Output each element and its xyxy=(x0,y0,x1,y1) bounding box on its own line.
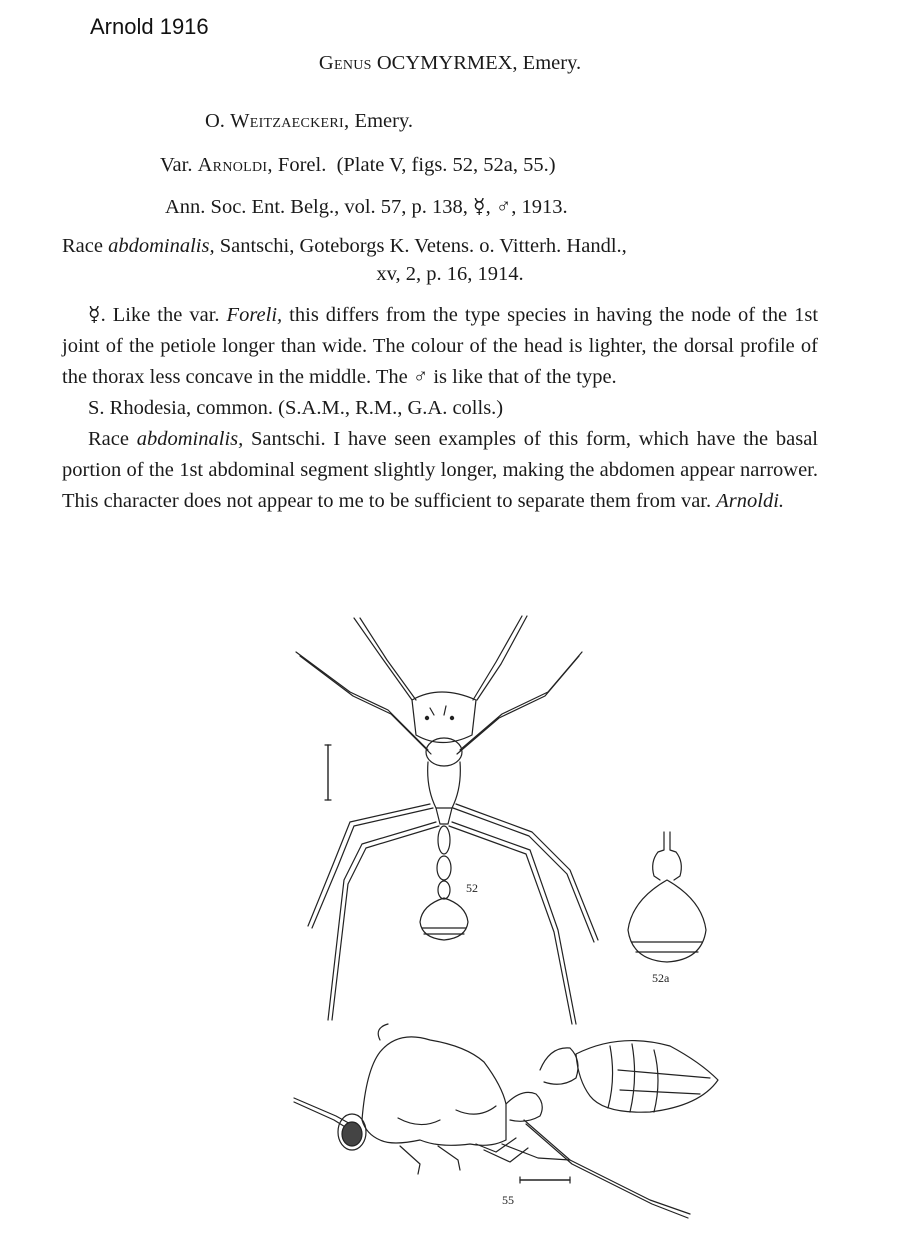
variety-prefix: Var. xyxy=(160,154,193,176)
source-label: Arnold 1916 xyxy=(90,14,209,39)
variety-name: Arnoldi, xyxy=(197,154,273,176)
variety-author: Forel. xyxy=(277,154,327,176)
species-abbr: O. xyxy=(205,110,225,132)
citation: Ann. Soc. Ent. Belg., vol. 57, p. 138, ☿, ♂, 1913. xyxy=(165,196,568,218)
race-note-lead: Race xyxy=(88,428,129,450)
plate-reference: (Plate V, figs. 52, 52a, 55.) xyxy=(336,154,556,176)
race-lead: Race xyxy=(62,235,103,257)
race-note-paragraph xyxy=(62,424,818,517)
description-text-a: Like the var. xyxy=(112,304,220,326)
species-heading xyxy=(205,110,413,133)
genus-heading xyxy=(0,52,900,75)
species-author: Emery. xyxy=(354,110,413,132)
worker-symbol: ☿. xyxy=(88,304,106,326)
variety-heading xyxy=(160,154,556,177)
description-paragraph xyxy=(62,300,818,393)
gaster-detail-view xyxy=(628,832,706,962)
race-citation-line1 xyxy=(62,235,627,258)
ant-dorsal-view xyxy=(296,616,598,1024)
race-note-text: Santschi. I have seen examples of this form, which have the basal portion of the 1st abdominal segment slightly longer, making the abdomen appear narrower. This character does not appear to me to be sufficient to separate them from var. xyxy=(62,428,819,512)
race-note-italic-end: Arnoldi. xyxy=(716,490,785,512)
race-citation-line2: xv, 2, p. 16, 1914. xyxy=(376,263,524,285)
description-text-b: this differs from the type species in having the node of the 1st joint of the petiole longer than wide. The colour of the head is lighter, the dorsal profile of the thorax less concave in the middle. The ♂ is like that of the type. xyxy=(62,304,819,388)
figure-label-52a: 52a xyxy=(652,971,670,985)
species-name: Weitzaeckeri, xyxy=(230,110,350,132)
locality-paragraph: S. Rhodesia, common. (S.A.M., R.M., G.A. colls.) xyxy=(88,397,504,419)
genus-prefix: Genus xyxy=(318,52,372,74)
figure-label-55: 55 xyxy=(502,1193,514,1207)
body-text xyxy=(62,300,818,517)
figure-label-52: 52 xyxy=(466,881,478,895)
description-italic: Foreli, xyxy=(226,304,283,326)
genus-author: Emery. xyxy=(522,52,582,74)
plate-illustration xyxy=(270,600,750,1220)
ant-lateral-view xyxy=(294,1024,718,1218)
genus-name: OCYMYRMEX, xyxy=(376,52,518,74)
race-citation-rest: Santschi, Goteborgs K. Vetens. o. Vitterh. Handl., xyxy=(219,235,627,257)
race-note-name: abdominalis, xyxy=(136,428,244,450)
race-name: abdominalis, xyxy=(108,235,215,257)
